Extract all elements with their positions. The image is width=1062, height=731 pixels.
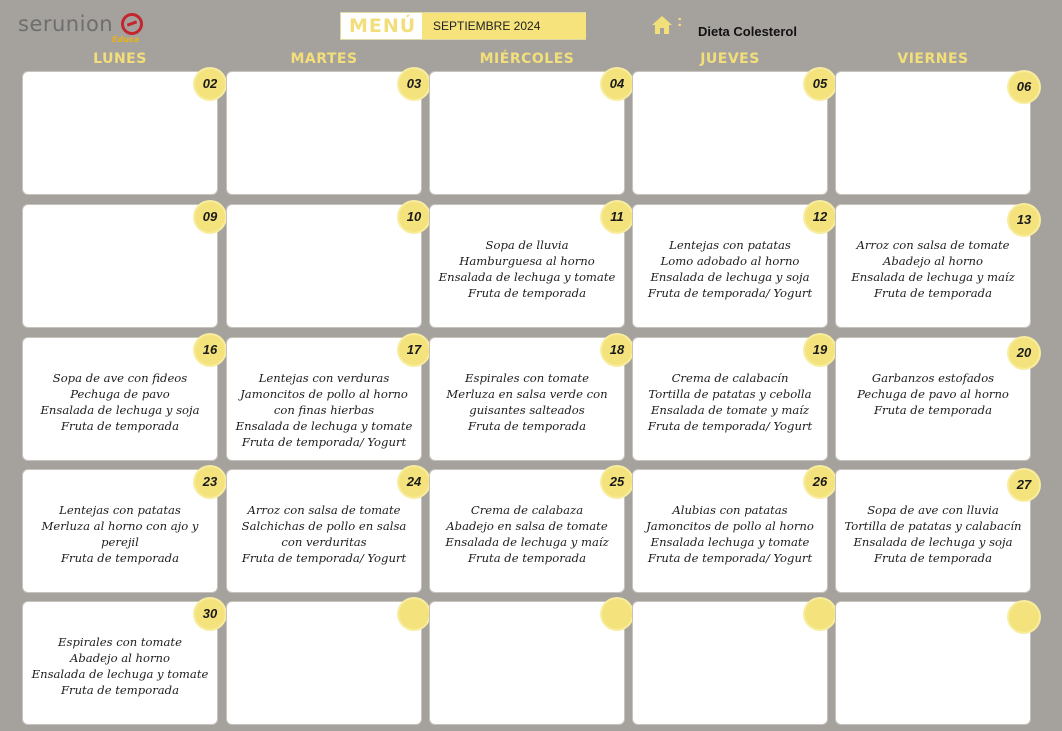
menu-item: Pechuga de pavo al horno xyxy=(857,387,1009,401)
date-badge xyxy=(602,599,632,629)
date-number: 05 xyxy=(812,76,828,91)
menu-item: Merluza al horno con ajo y xyxy=(41,519,199,533)
menu-items xyxy=(23,634,217,698)
menu-items xyxy=(430,370,624,434)
day-cell xyxy=(226,601,422,725)
menu-item: Fruta de temporada xyxy=(61,683,179,697)
day-cell xyxy=(429,337,625,461)
menu-item: perejil xyxy=(101,535,139,549)
day-cell xyxy=(22,71,218,195)
date-number: 09 xyxy=(202,209,218,224)
brand-mark-icon xyxy=(121,13,143,35)
menu-item: Lentejas con patatas xyxy=(59,503,181,517)
day-cell xyxy=(835,601,1031,725)
menu-item: Fruta de temporada/ Yogurt xyxy=(647,551,813,565)
day-cell xyxy=(226,469,422,593)
day-cell xyxy=(22,469,218,593)
date-number: 17 xyxy=(406,342,422,357)
menu-item: Fruta de temporada xyxy=(61,551,179,565)
date-badge xyxy=(602,467,632,497)
menu-item: Fruta de temporada xyxy=(874,286,992,300)
menu-item: Abadejo en salsa de tomate xyxy=(446,519,608,533)
date-badge xyxy=(602,335,632,365)
date-badge xyxy=(1009,205,1039,235)
weekday-header: VIERNES xyxy=(897,51,969,67)
date-badge xyxy=(1009,338,1039,368)
weekday-header: MIÉRCOLES xyxy=(479,51,575,67)
date-number: 06 xyxy=(1016,79,1032,94)
menu-item: Espirales con tomate xyxy=(58,635,182,649)
date-badge xyxy=(1009,602,1039,632)
date-number: 20 xyxy=(1016,345,1032,360)
menu-item: Ensalada de lechuga y tomate xyxy=(438,270,616,284)
menu-item: con finas hierbas xyxy=(273,403,375,417)
brand-sub: Educa xyxy=(112,35,140,44)
date-number: 27 xyxy=(1016,477,1032,492)
date-number: 11 xyxy=(610,209,624,224)
date-badge xyxy=(399,599,429,629)
menu-items xyxy=(836,370,1030,418)
menu-item: Pechuga de pavo xyxy=(70,387,170,401)
menu-items xyxy=(23,370,217,434)
menu-title: MENÚ xyxy=(349,15,417,37)
date-badge xyxy=(195,202,225,232)
date-badge xyxy=(195,335,225,365)
date-number: 23 xyxy=(202,474,218,489)
date-badge xyxy=(602,202,632,232)
date-number: 02 xyxy=(202,76,218,91)
menu-item: Jamoncitos de pollo al horno xyxy=(646,519,814,533)
menu-item: Ensalada de lechuga y tomate xyxy=(235,419,413,433)
menu-item: Garbanzos estofados xyxy=(871,371,995,385)
menu-items xyxy=(633,237,827,301)
day-cell xyxy=(835,469,1031,593)
menu-item: Hamburguesa al horno xyxy=(459,254,595,268)
menu-item: Tortilla de patatas y calabacín xyxy=(844,519,1022,533)
menu-item: Ensalada de lechuga y maíz xyxy=(445,535,609,549)
day-cell xyxy=(22,601,218,725)
day-cell xyxy=(632,204,828,328)
date-badge xyxy=(602,69,632,99)
day-cell xyxy=(226,337,422,461)
brand-name: serunion xyxy=(18,12,114,36)
menu-item: Fruta de temporada/ Yogurt xyxy=(241,551,407,565)
date-badge xyxy=(399,202,429,232)
menu-item: Salchichas de pollo en salsa xyxy=(241,519,407,533)
menu-item: Sopa de ave con lluvia xyxy=(867,503,999,517)
menu-item: Ensalada de lechuga y soja xyxy=(40,403,200,417)
month-label: SEPTIEMBRE 2024 xyxy=(422,13,586,39)
menu-item: Fruta de temporada xyxy=(874,551,992,565)
menu-item: con verduritas xyxy=(281,535,367,549)
menu-items xyxy=(836,502,1030,566)
date-badge xyxy=(399,69,429,99)
day-cell xyxy=(429,469,625,593)
day-cell xyxy=(835,71,1031,195)
day-cell xyxy=(226,204,422,328)
day-cell xyxy=(632,601,828,725)
menu-items xyxy=(227,370,421,450)
serunion-logo xyxy=(18,10,158,44)
date-number: 13 xyxy=(1016,212,1032,227)
date-badge xyxy=(805,335,835,365)
menu-items xyxy=(633,502,827,566)
menu-item: Fruta de temporada xyxy=(468,286,586,300)
day-cell xyxy=(226,71,422,195)
menu-items xyxy=(430,502,624,566)
date-badge xyxy=(805,467,835,497)
menu-item: Tortilla de patatas y cebolla xyxy=(648,387,812,401)
date-number: 30 xyxy=(202,606,218,621)
date-badge xyxy=(195,69,225,99)
menu-item: Ensalada lechuga y tomate xyxy=(650,535,810,549)
menu-item: Sopa de lluvia xyxy=(485,238,569,252)
menu-items xyxy=(633,370,827,434)
menu-item: Alubias con patatas xyxy=(672,503,788,517)
home-icon xyxy=(651,14,673,36)
weekday-header: JUEVES xyxy=(700,51,760,67)
menu-item: Ensalada de tomate y maíz xyxy=(650,403,810,417)
date-number: 18 xyxy=(609,342,625,357)
menu-item: Ensalada de lechuga y maíz xyxy=(851,270,1015,284)
menu-item: Fruta de temporada/ Yogurt xyxy=(647,286,813,300)
date-number: 10 xyxy=(406,209,422,224)
menu-item: Ensalada de lechuga y tomate xyxy=(31,667,209,681)
day-cell xyxy=(632,337,828,461)
menu-item: Merluza en salsa verde con xyxy=(446,387,608,401)
date-number: 19 xyxy=(812,342,828,357)
menu-items xyxy=(430,237,624,301)
menu-item: Crema de calabaza xyxy=(470,503,584,517)
menu-header xyxy=(340,12,586,40)
date-number: 16 xyxy=(202,342,218,357)
menu-items xyxy=(23,502,217,566)
menu-items xyxy=(227,502,421,566)
date-number: 25 xyxy=(609,474,625,489)
date-badge xyxy=(399,467,429,497)
menu-item: Fruta de temporada xyxy=(874,403,992,417)
menu-item: Abadejo al horno xyxy=(70,651,170,665)
menu-item: Fruta de temporada xyxy=(468,551,586,565)
menu-item: Arroz con salsa de tomate xyxy=(856,238,1010,252)
menu-items xyxy=(836,237,1030,301)
menu-item: guisantes salteados xyxy=(469,403,585,417)
day-cell xyxy=(429,601,625,725)
date-badge xyxy=(805,202,835,232)
menu-item: Lentejas con verduras xyxy=(258,371,390,385)
menu-item: Ensalada de lechuga y soja xyxy=(650,270,810,284)
day-cell xyxy=(22,204,218,328)
menu-item: Crema de calabacín xyxy=(671,371,789,385)
date-badge xyxy=(195,467,225,497)
diet-name: Dieta Colesterol xyxy=(698,24,797,39)
day-cell xyxy=(632,71,828,195)
date-number: 26 xyxy=(812,474,828,489)
date-number: 24 xyxy=(406,474,422,489)
weekday-header: MARTES xyxy=(290,51,358,67)
menu-item: Lomo adobado al horno xyxy=(660,254,800,268)
date-number: 03 xyxy=(406,76,422,91)
menu-item: Ensalada de lechuga y soja xyxy=(853,535,1013,549)
menu-item: Sopa de ave con fideos xyxy=(52,371,188,385)
weekday-header: LUNES xyxy=(93,51,147,67)
menu-item: Jamoncitos de pollo al horno xyxy=(240,387,408,401)
menu-item: Fruta de temporada/ Yogurt xyxy=(241,435,407,449)
date-badge xyxy=(1009,470,1039,500)
day-cell xyxy=(22,337,218,461)
date-badge xyxy=(195,599,225,629)
menu-item: Abadejo al horno xyxy=(883,254,983,268)
day-cell xyxy=(429,204,625,328)
date-badge xyxy=(805,69,835,99)
day-cell xyxy=(835,337,1031,461)
date-badge xyxy=(1009,72,1039,102)
menu-item: Fruta de temporada/ Yogurt xyxy=(647,419,813,433)
date-number: 12 xyxy=(812,209,828,224)
menu-item: Fruta de temporada xyxy=(61,419,179,433)
day-cell xyxy=(429,71,625,195)
date-badge xyxy=(805,599,835,629)
date-badge xyxy=(399,335,429,365)
diet-separator: : xyxy=(677,13,683,30)
day-cell xyxy=(632,469,828,593)
date-number: 04 xyxy=(609,76,625,91)
menu-item: Arroz con salsa de tomate xyxy=(247,503,401,517)
day-cell xyxy=(835,204,1031,328)
menu-item: Fruta de temporada xyxy=(468,419,586,433)
menu-item: Lentejas con patatas xyxy=(669,238,791,252)
menu-item: Espirales con tomate xyxy=(465,371,589,385)
